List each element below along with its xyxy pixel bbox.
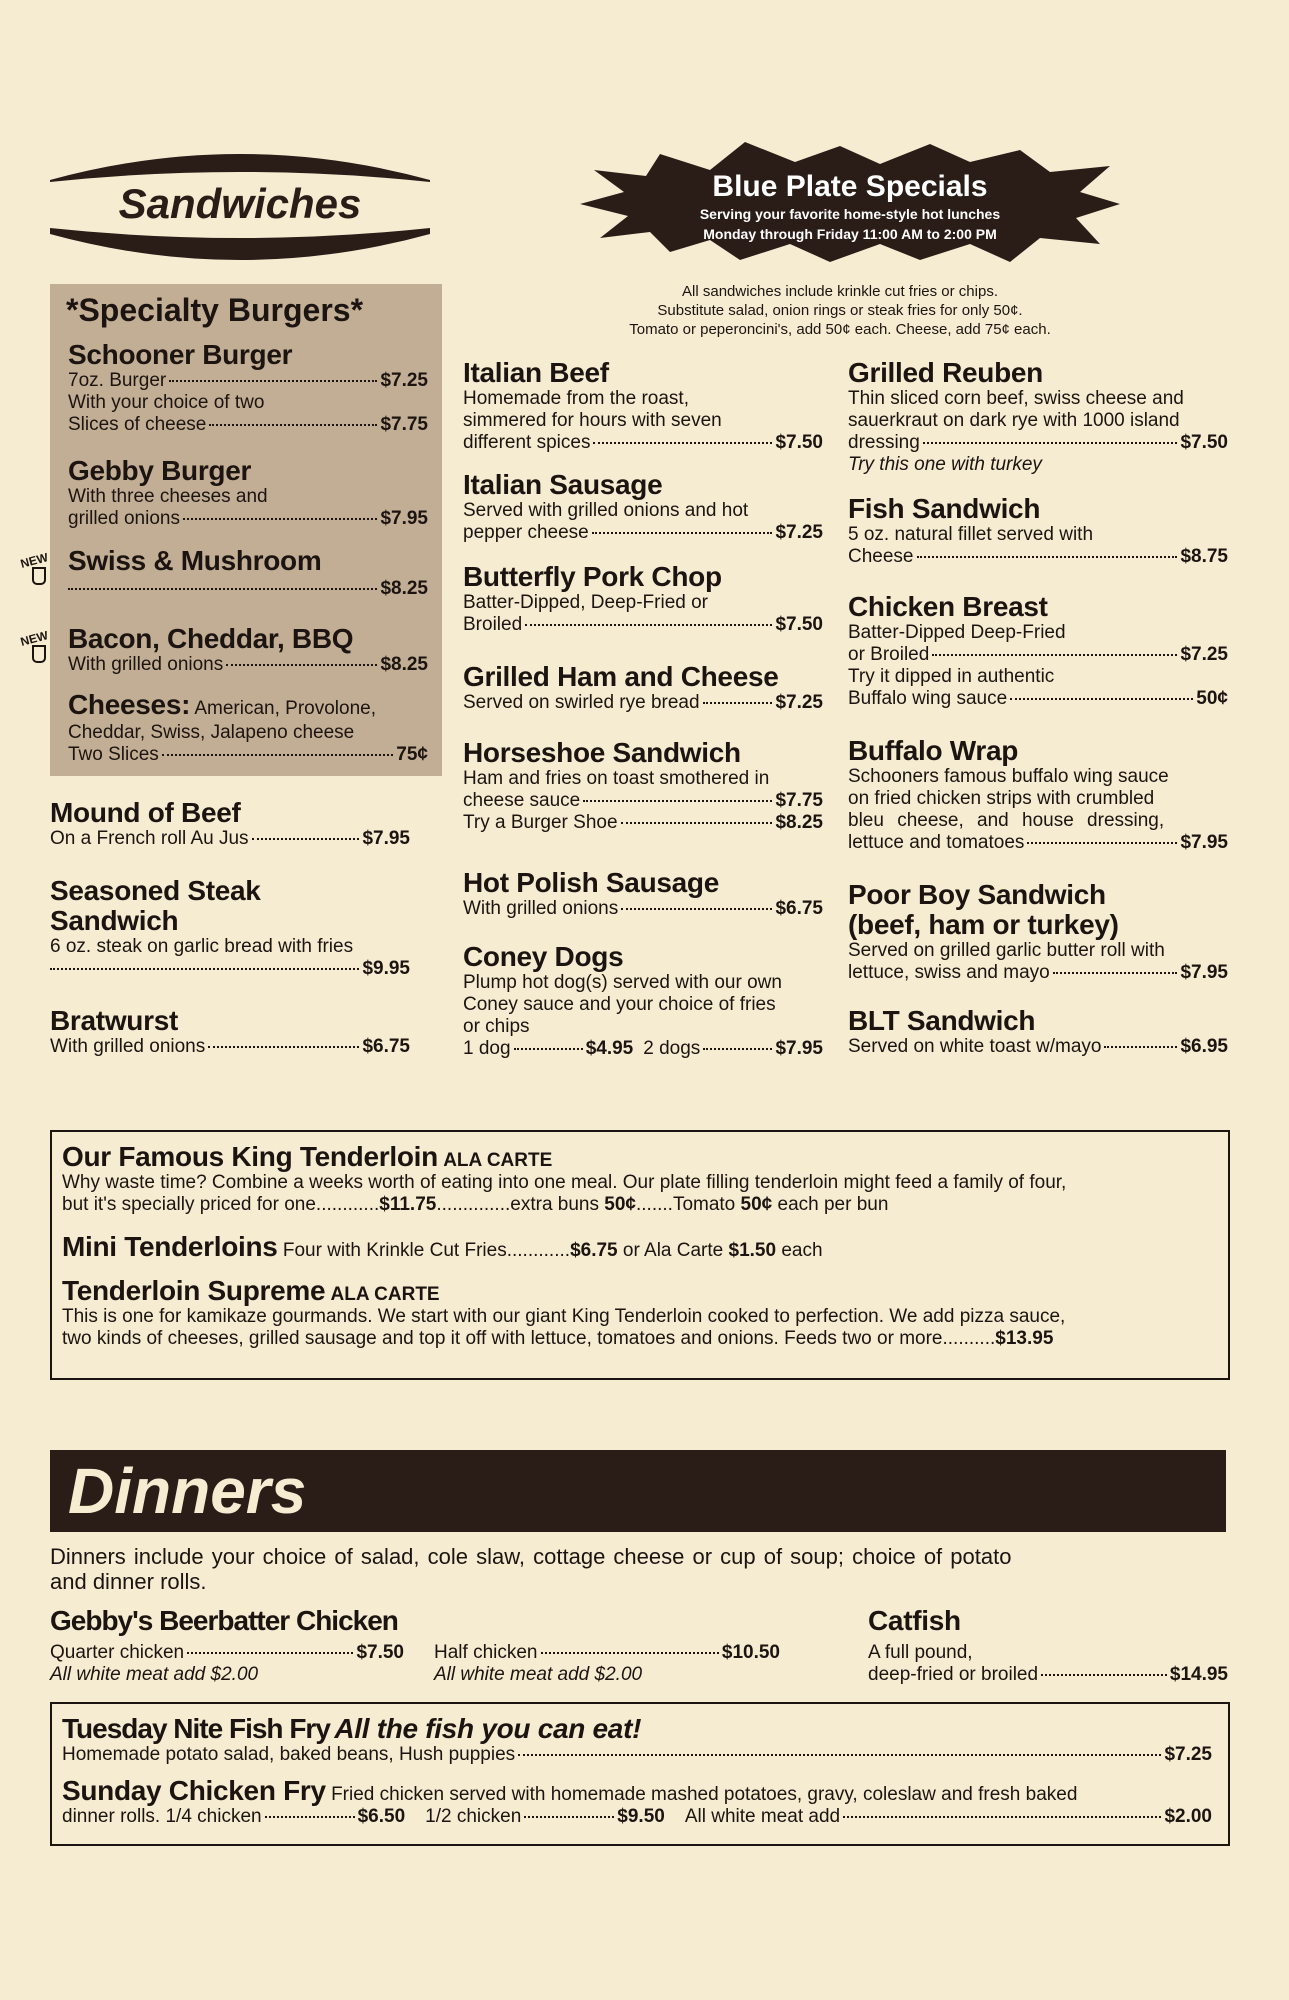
poorboy-l1: Served on grilled garlic butter roll with — [848, 940, 1165, 961]
beerbatter-h: Half chicken — [434, 1642, 538, 1663]
schooner-burger — [68, 340, 428, 436]
italian-sausage-l2: pepper cheese — [463, 522, 589, 543]
beerbatter-chicken — [50, 1606, 810, 1686]
tuesday-tag: All the fish you can eat! — [334, 1713, 642, 1744]
beerbatter-q-note: All white meat add $2.00 — [50, 1664, 259, 1685]
chicken-price-2: 50¢ — [1196, 688, 1228, 709]
sunday-l1: Fried chicken served with homemade mashed potatoes, gravy, coleslaw and fresh baked — [331, 1784, 1078, 1805]
gebby-burger — [68, 456, 428, 530]
cheeses-price: 75¢ — [396, 744, 428, 765]
coney-price-b: $7.95 — [775, 1038, 823, 1059]
sunday-a: dinner rolls. 1/4 chicken — [62, 1806, 262, 1827]
ham-cheese-name: Grilled Ham and Cheese — [463, 661, 779, 692]
king-buns-price: 50¢ — [604, 1194, 636, 1215]
italian-beef-l3: different spices — [463, 432, 591, 453]
fish-sandwich — [848, 494, 1228, 568]
reuben-note: Try this one with turkey — [848, 454, 1042, 475]
polish-l1: With grilled onions — [463, 898, 619, 919]
king-price: $11.75 — [379, 1194, 437, 1215]
chicken-l3: Try it dipped in authentic — [848, 666, 1055, 687]
king-l2d: each per bun — [777, 1194, 889, 1215]
supreme-name: Tenderloin Supreme — [62, 1275, 326, 1306]
steak-name-1: Seasoned Steak — [50, 875, 261, 906]
chicken-name: Chicken Breast — [848, 591, 1048, 622]
pork-chop-l1: Batter-Dipped, Deep-Fried or — [463, 592, 708, 613]
pork-chop-l2: Broiled — [463, 614, 523, 635]
blue-plate-title: Blue Plate Specials — [712, 170, 988, 203]
coney-l2: Coney sauce and your choice of fries — [463, 994, 776, 1015]
coney-l1: Plump hot dog(s) served with our own — [463, 972, 782, 993]
beerbatter-q-price: $7.50 — [356, 1642, 404, 1663]
new-badge-icon: NEW — [20, 630, 60, 663]
dinners-intro — [50, 1544, 1226, 1594]
steak-price: $9.95 — [362, 958, 410, 979]
schooner-price-2: $7.75 — [380, 414, 428, 435]
italian-beef-l1: Homemade from the roast, — [463, 388, 689, 409]
tuesday-l1: Homemade potato salad, baked beans, Hush puppies — [62, 1744, 516, 1765]
mini-l3: each — [781, 1240, 823, 1261]
gebby-l1: With three cheeses and — [68, 486, 268, 507]
tenderloin-content: Our Famous King Tenderloin ALA CARTE Why waste time? Combine a weeks worth of eating into one meal. Our plate filling tenderloin might feed a family of four, but it's specially priced for one............$11.75..............extra buns 50¢.......Tomato 50¢ each per bun Mini Tenderloins Four with Krinkle Cut Fries............$6.75 or Ala Carte $1.50 each Tenderloin Supreme ALA CARTE This is one for kamikaze gourmands. We start with our giant King Tenderloin cooked to perfection. We add pizza sauce, two kinds of cheeses, grilled sausage and top it off with lettuce, tomatoes and onions. Feeds two or more..........$13.95 — [62, 1142, 1212, 1350]
king-tag: ALA CARTE — [443, 1150, 553, 1171]
horseshoe-l1: Ham and fries on toast smothered in — [463, 768, 770, 789]
chicken-l2: or Broiled — [848, 644, 930, 665]
wrap-name: Buffalo Wrap — [848, 735, 1019, 766]
seasoned-steak — [50, 876, 410, 980]
horseshoe-sandwich — [463, 738, 823, 834]
cheeses-l2: Cheddar, Swiss, Jalapeno cheese — [68, 722, 355, 743]
chicken-breast — [848, 592, 1228, 710]
coney-price-a: $4.95 — [585, 1038, 634, 1059]
wrap-l4: lettuce and tomatoes — [848, 832, 1025, 853]
tuesday-price: $7.25 — [1164, 1744, 1212, 1765]
king-l2c: Tomato — [672, 1194, 736, 1215]
schooner-l2: With your choice of two — [68, 392, 265, 413]
bacon-price: $8.25 — [380, 654, 428, 675]
horseshoe-l3: Try a Burger Shoe — [463, 812, 618, 833]
italian-beef-l2: simmered for hours with seven — [463, 410, 722, 431]
reuben-price: $7.50 — [1180, 432, 1228, 453]
specialty-title: *Specialty Burgers* — [66, 292, 364, 328]
coney-dogs — [463, 942, 823, 1060]
catfish-l2: deep-fried or broiled — [868, 1664, 1039, 1685]
butterfly-pork-chop — [463, 562, 823, 636]
wrap-l2: on fried chicken strips with crumbled — [848, 788, 1155, 809]
reuben-l3: dressing — [848, 432, 920, 453]
mound-of-beef — [50, 798, 410, 850]
sandwiches-title: Sandwiches — [118, 180, 362, 227]
coney-name: Coney Dogs — [463, 941, 624, 972]
cheeses — [68, 690, 428, 766]
horseshoe-l2: cheese sauce — [463, 790, 581, 811]
gebby-name: Gebby Burger — [68, 455, 252, 486]
supreme-price: $13.95 — [995, 1328, 1054, 1349]
supreme-tag: ALA CARTE — [330, 1284, 440, 1305]
mini-l2: or Ala Carte — [622, 1240, 724, 1261]
coney-l3: or chips — [463, 1016, 530, 1037]
wrap-l1: Schooners famous buffalo wing sauce — [848, 766, 1169, 787]
cheeses-name: Cheeses: — [68, 689, 191, 720]
dinners-intro-2: and dinner rolls. — [50, 1569, 207, 1594]
tuesday-name: Tuesday Nite Fish Fry — [62, 1713, 330, 1744]
mini-price-2: $1.50 — [728, 1240, 777, 1261]
sunday-b: 1/2 chicken — [425, 1806, 522, 1827]
steak-l1: 6 oz. steak on garlic bread with fries — [50, 936, 354, 957]
brat-name: Bratwurst — [50, 1005, 178, 1036]
fish-l1: 5 oz. natural fillet served with — [848, 524, 1094, 545]
italian-beef — [463, 358, 823, 454]
bacon-cheddar-bbq — [68, 624, 428, 676]
fish-l2: Cheese — [848, 546, 914, 567]
swiss-name: Swiss & Mushroom — [68, 545, 322, 576]
schooner-l1: 7oz. Burger — [68, 370, 167, 391]
italian-sausage-name: Italian Sausage — [463, 469, 663, 500]
swiss-price: $8.25 — [380, 578, 428, 599]
bacon-l1: With grilled onions — [68, 654, 224, 675]
wrap-l3: bleu cheese, and house dressing, — [848, 810, 1165, 831]
poorboy-price: $7.95 — [1180, 962, 1228, 983]
grilled-ham-cheese — [463, 662, 823, 714]
schooner-name: Schooner Burger — [68, 339, 293, 370]
swiss-mushroom — [68, 546, 428, 600]
blt-price: $6.95 — [1180, 1036, 1228, 1057]
mini-price-1: $6.75 — [570, 1240, 618, 1261]
catfish — [868, 1606, 1228, 1686]
grilled-reuben — [848, 358, 1228, 476]
italian-beef-name: Italian Beef — [463, 357, 609, 388]
italian-beef-price: $7.50 — [775, 432, 823, 453]
note-line-2: Substitute salad, onion rings or steak fries for only 50¢. — [657, 302, 1023, 319]
polish-price: $6.75 — [775, 898, 823, 919]
horseshoe-name: Horseshoe Sandwich — [463, 737, 741, 768]
buffalo-wrap — [848, 736, 1228, 854]
blt-name: BLT Sandwich — [848, 1005, 1036, 1036]
brat-l1: With grilled onions — [50, 1036, 206, 1057]
polish-name: Hot Polish Sausage — [463, 867, 719, 898]
italian-sausage-l1: Served with grilled onions and hot — [463, 500, 749, 521]
brat-price: $6.75 — [362, 1036, 410, 1057]
beerbatter-h-note: All white meat add $2.00 — [434, 1664, 643, 1685]
cheeses-l1: American, Provolone, — [194, 698, 377, 719]
blue-plate-line2: Monday through Friday 11:00 AM to 2:00 PM — [703, 226, 997, 242]
beerbatter-h-price: $10.50 — [721, 1642, 780, 1663]
coney-b: 2 dogs — [643, 1038, 701, 1059]
blt-l1: Served on white toast w/mayo — [848, 1036, 1102, 1057]
sunday-price-b: $9.50 — [617, 1806, 665, 1827]
note-line-3: Tomato or peperoncini's, add 50¢ each. Cheese, add 75¢ each. — [629, 321, 1051, 338]
sunday-price-a: $6.50 — [357, 1806, 406, 1827]
king-name: Our Famous King Tenderloin — [62, 1141, 438, 1172]
reuben-l2: sauerkraut on dark rye with 1000 island — [848, 410, 1180, 431]
new-badge-icon: NEW — [20, 552, 60, 585]
fish-price: $8.75 — [1180, 546, 1228, 567]
gebby-l2: grilled onions — [68, 508, 180, 529]
horseshoe-price-1: $7.75 — [775, 790, 823, 811]
mini-l1: Four with Krinkle Cut Fries — [282, 1240, 507, 1261]
catfish-l1: A full pound, — [868, 1642, 973, 1663]
sunday-c: All white meat add — [684, 1806, 841, 1827]
schooner-l3: Slices of cheese — [68, 414, 207, 435]
catfish-name: Catfish — [868, 1605, 961, 1636]
chicken-price-1: $7.25 — [1180, 644, 1228, 665]
beerbatter-name: Gebby's Beerbatter Chicken — [50, 1605, 398, 1636]
fish-fry-content — [62, 1714, 1212, 1828]
hot-polish-sausage — [463, 868, 823, 920]
pork-chop-name: Butterfly Pork Chop — [463, 561, 722, 592]
bacon-name: Bacon, Cheddar, BBQ — [68, 623, 354, 654]
coney-a: 1 dog — [463, 1038, 511, 1059]
wrap-price: $7.95 — [1180, 832, 1228, 853]
king-l2b: extra buns — [510, 1194, 599, 1215]
king-l2a: but it's specially priced for one — [62, 1194, 316, 1215]
ham-cheese-price: $7.25 — [775, 692, 823, 713]
chicken-l1: Batter-Dipped Deep-Fried — [848, 622, 1066, 643]
king-l1: Why waste time? Combine a weeks worth of eating into one meal. Our plate filling tenderloin might feed a family of four, — [62, 1172, 1067, 1193]
mound-price: $7.95 — [362, 828, 410, 849]
poorboy-name-1: Poor Boy Sandwich — [848, 879, 1106, 910]
cheeses-l3: Two Slices — [68, 744, 159, 765]
mound-l1: On a French roll Au Jus — [50, 828, 249, 849]
italian-sausage — [463, 470, 823, 544]
sunday-name: Sunday Chicken Fry — [62, 1775, 326, 1806]
catfish-price: $14.95 — [1169, 1664, 1228, 1685]
supreme-l1: This is one for kamikaze gourmands. We start with our giant King Tenderloin cooked to perfection. We add pizza sauce, — [62, 1306, 1066, 1327]
poorboy-l2: lettuce, swiss and mayo — [848, 962, 1050, 983]
bratwurst — [50, 1006, 410, 1058]
poorboy-name-2: (beef, ham or turkey) — [848, 909, 1119, 940]
mound-name: Mound of Beef — [50, 797, 241, 828]
blt-sandwich — [848, 1006, 1228, 1058]
schooner-price-1: $7.25 — [380, 370, 428, 391]
blue-plate-line1: Serving your favorite home-style hot lunches — [699, 206, 1001, 222]
horseshoe-price-2: $8.25 — [775, 812, 823, 833]
mini-name: Mini Tenderloins — [62, 1231, 278, 1262]
reuben-name: Grilled Reuben — [848, 357, 1043, 388]
dinners-title: Dinners — [68, 1455, 307, 1527]
supreme-l2: two kinds of cheeses, grilled sausage and top it off with lettuce, tomatoes and onions. Feeds two or more — [62, 1328, 943, 1349]
fish-name: Fish Sandwich — [848, 493, 1041, 524]
king-tomato-price: 50¢ — [740, 1194, 773, 1215]
sandwich-notes — [560, 282, 1120, 339]
sunday-price-c: $2.00 — [1164, 1806, 1212, 1827]
poor-boy-sandwich — [848, 880, 1228, 984]
gebby-price: $7.95 — [380, 508, 428, 529]
dinners-intro-1: Dinners include your choice of salad, cole slaw, cottage cheese or cup of soup; choice of potato — [50, 1544, 1012, 1569]
pork-chop-price: $7.50 — [775, 614, 823, 635]
note-line-1: All sandwiches include krinkle cut fries or chips. — [682, 283, 998, 300]
steak-name-2: Sandwich — [50, 905, 179, 936]
beerbatter-q: Quarter chicken — [50, 1642, 185, 1663]
reuben-l1: Thin sliced corn beef, swiss cheese and — [848, 388, 1184, 409]
ham-cheese-l1: Served on swirled rye bread — [463, 692, 700, 713]
chicken-l4: Buffalo wing sauce — [848, 688, 1008, 709]
italian-sausage-price: $7.25 — [775, 522, 823, 543]
